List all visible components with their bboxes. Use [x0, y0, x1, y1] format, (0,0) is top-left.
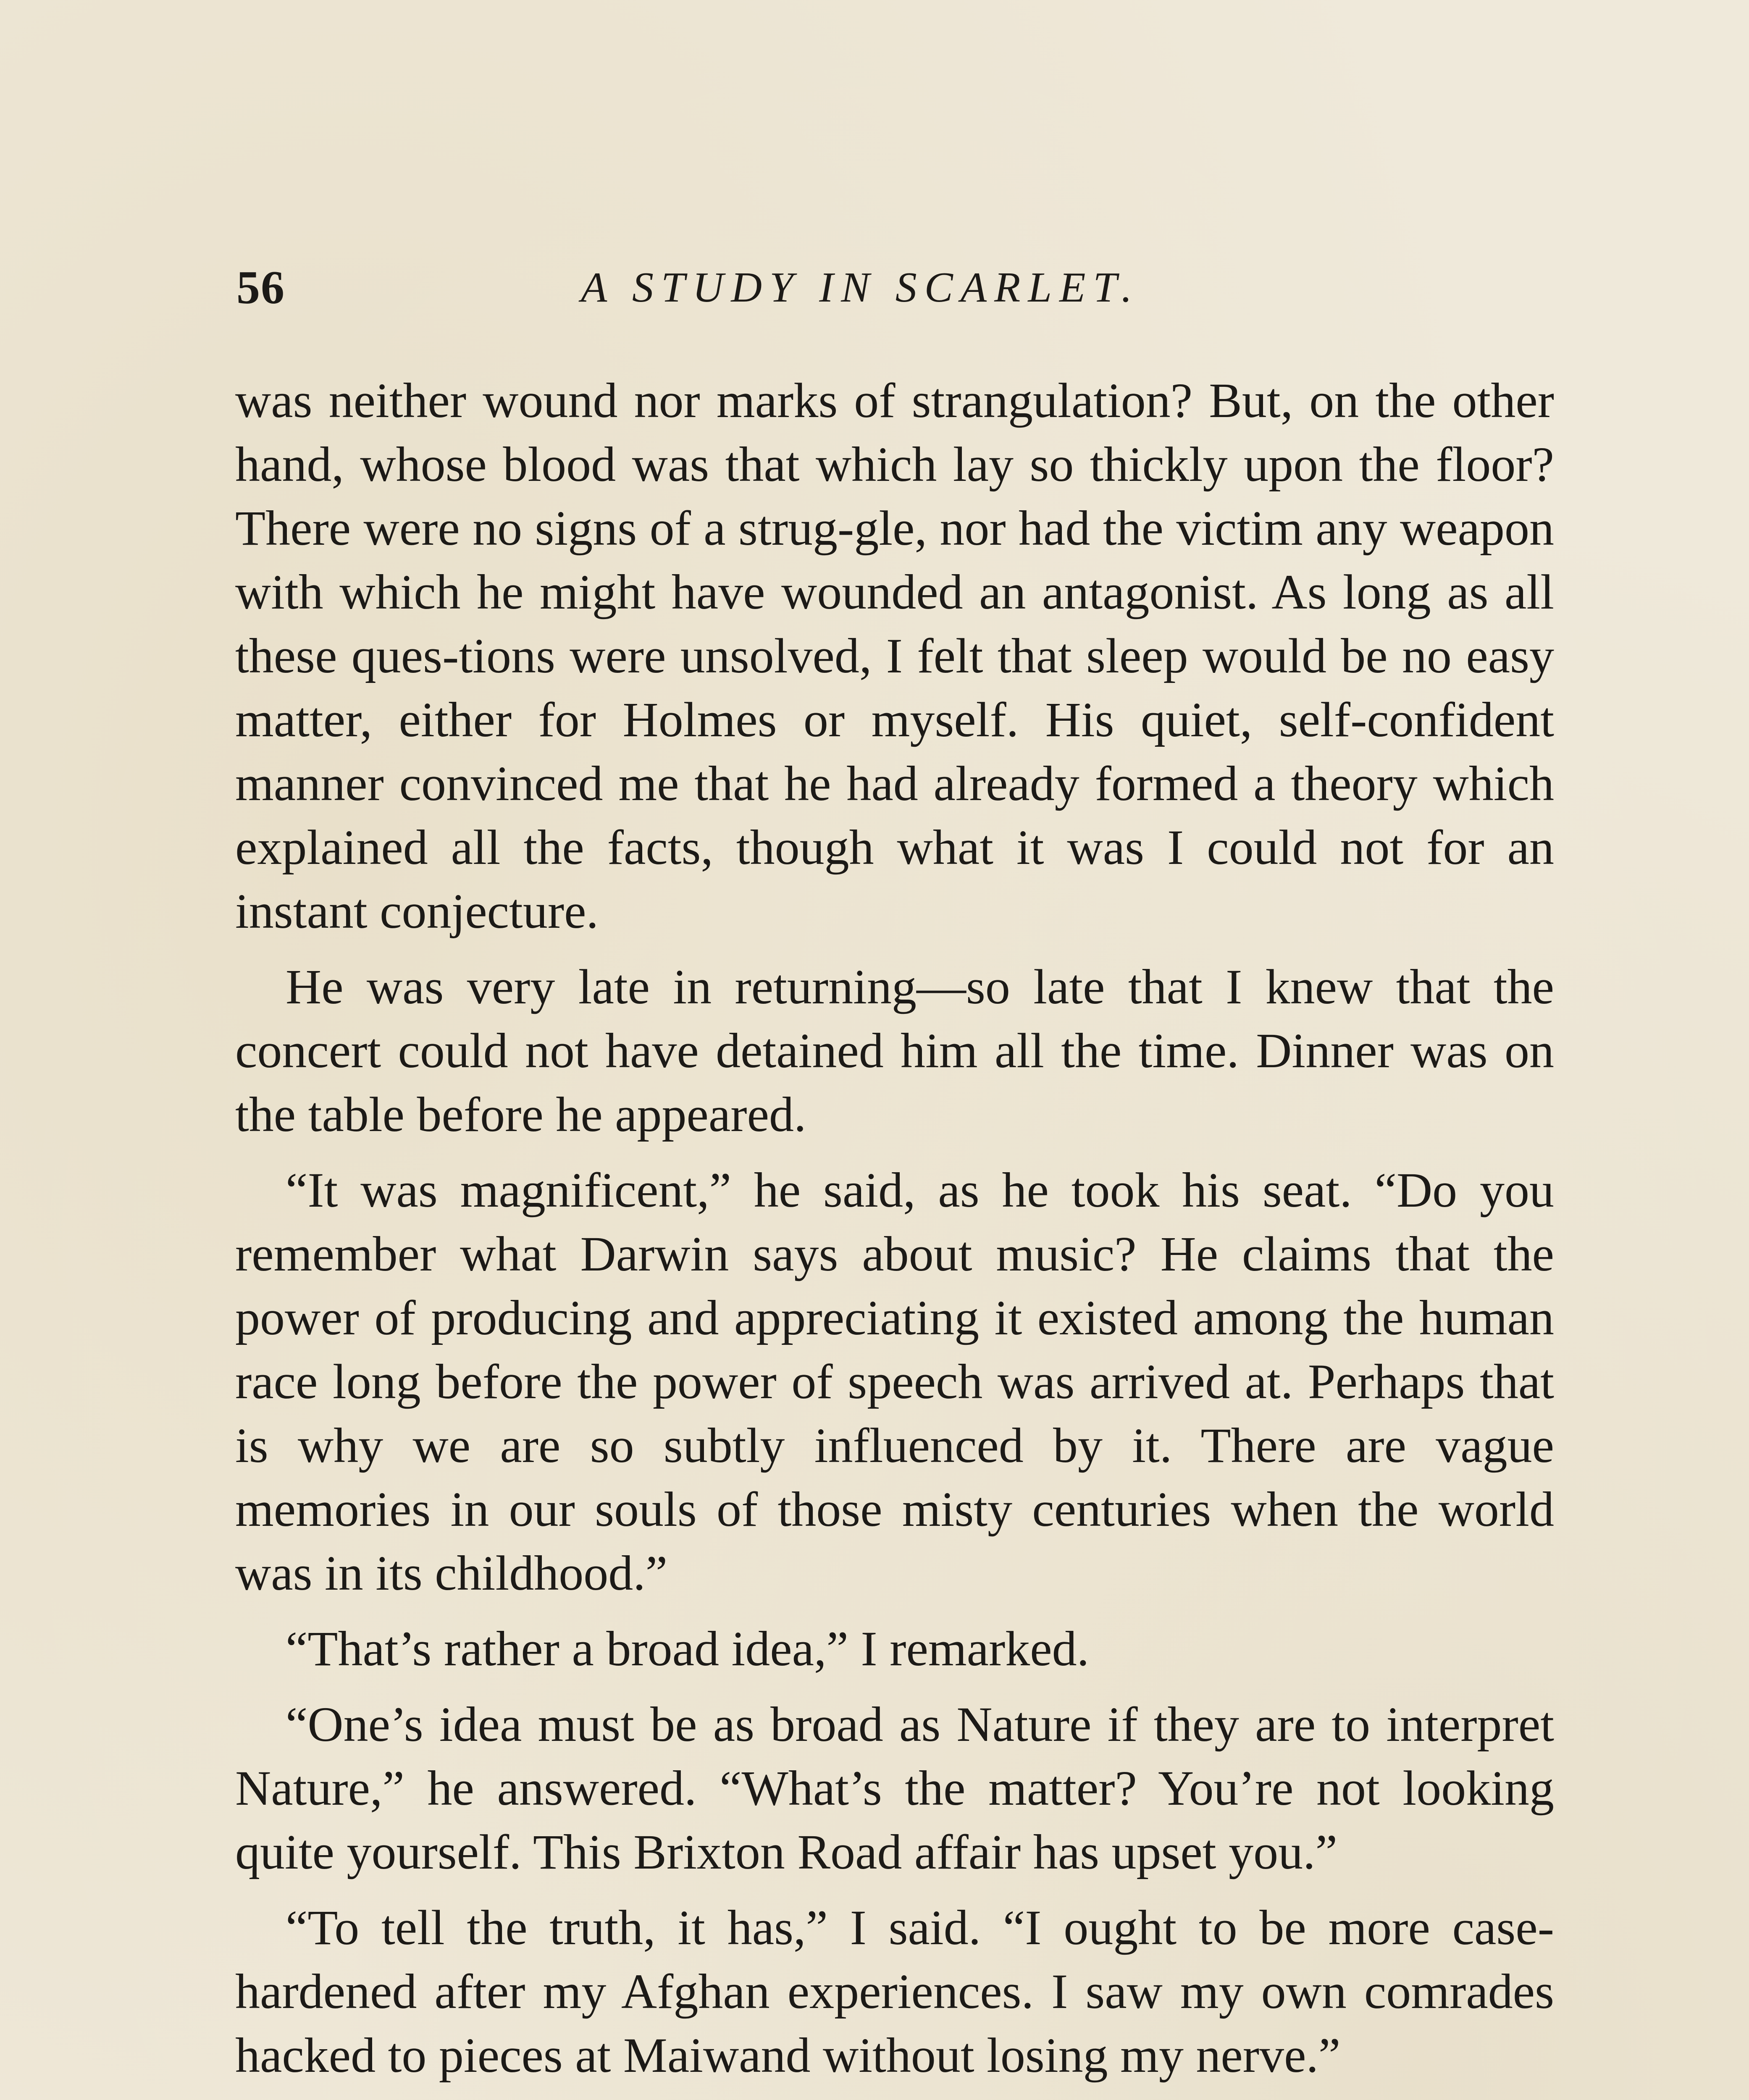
- paragraph-6: “To tell the truth, it has,” I said. “I ought to be more case-hardened after my Afghan experiences. I saw my own comrades hacked to pieces at Maiwand without losing my nerve.”: [235, 1900, 1554, 2083]
- running-head: [236, 256, 1553, 319]
- paragraph-5: “One’s idea must be as broad as Nature if they are to interpret Nature,” he answered. “What’s the matter? You’re not looking quite yourself. This Brixton Road affair has upset you.”: [235, 1697, 1554, 1880]
- paragraph-1: was neither wound nor marks of strangulation? But, on the other hand, whose blood was that which lay so thickly upon the floor? There were no signs of a strug-gle, nor had the victim any weapon with which he might have wounded an antagonist. As long as all these ques-tions were unsolved, I felt that sleep would be no easy matter, either for Holmes or myself. His quiet, self-confident manner convinced me that he had already formed a theory which explained all the facts, though what it was I could not for an instant conjecture.: [235, 373, 1554, 939]
- page-number: 56: [236, 262, 285, 314]
- paragraph-3: “It was magnificent,” he said, as he took his seat. “Do you remember what Darwin says about music? He claims that the power of producing and appreciating it existed among the human race long before the power of speech was arrived at. Perhaps that is why we are so subtly influenced by it. There are vague memories in our souls of those misty centuries when the world was in its childhood.”: [235, 1163, 1554, 1601]
- paragraph-4: “That’s rather a broad idea,” I remarked.: [286, 1621, 1090, 1676]
- paragraph-2: He was very late in returning—so late that I knew that the concert could not have detained him all the time. Dinner was on the table before he appeared.: [235, 959, 1554, 1142]
- body-text: [235, 369, 1554, 2100]
- book-title: A STUDY IN SCARLET.: [581, 264, 1140, 311]
